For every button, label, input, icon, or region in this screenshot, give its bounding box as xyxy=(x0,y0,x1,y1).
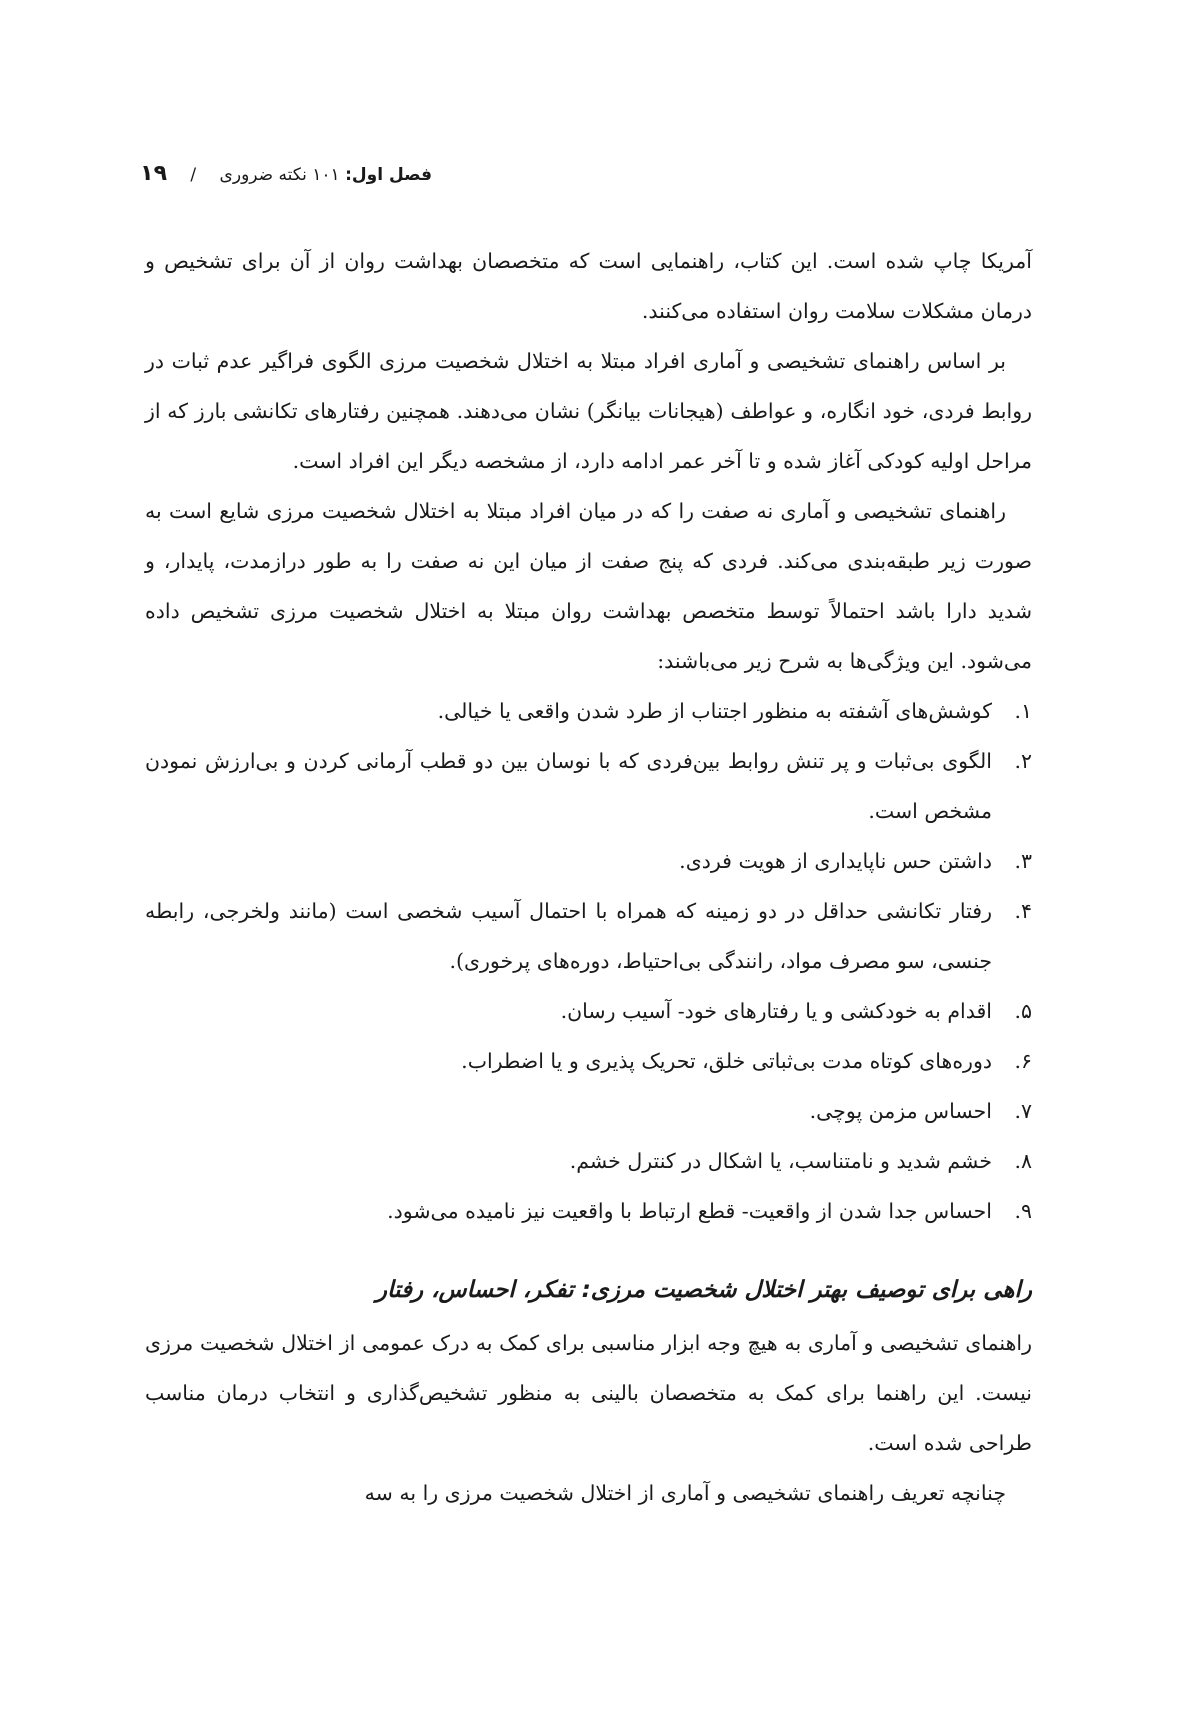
body-text xyxy=(145,236,1032,1518)
list-item xyxy=(145,736,1032,836)
list-number: ۴. xyxy=(1014,899,1032,923)
section-paragraph-1: راهنمای تشخیصی و آماری به هیچ وجه ابزار مناسبی برای کمک به درک عمومی از اختلال شخصیت مرزی نیست. این راهنما برای کمک به متخصصان بالینی به منظور تشخیص‌گذاری و انتخاب درمان مناسب طراحی شده است. xyxy=(145,1331,1032,1455)
list-number: ۸. xyxy=(1014,1149,1032,1173)
list-number: ۱. xyxy=(1014,699,1032,723)
section-paragraph-2: چنانچه تعریف راهنمای تشخیصی و آماری از اختلال شخصیت مرزی را به سه xyxy=(364,1481,1006,1505)
list-item xyxy=(145,1136,1032,1186)
paragraph-1: آمریکا چاپ شده است. این کتاب، راهنمایی است که متخصصان بهداشت روان از آن برای تشخیص و درمان مشکلات سلامت روان استفاده می‌کنند. xyxy=(145,249,1032,323)
list-number: ۵. xyxy=(1014,999,1032,1023)
paragraph-3: راهنمای تشخیصی و آماری نه صفت را که در میان افراد مبتلا به اختلال شخصیت مرزی شایع است به صورت زیر طبقه‌بندی می‌کند. فردی که پنج صفت از میان این نه صفت را به طور درازمدت، پایدار، و شدید دارا باشد احتمالاً توسط متخصص بهداشت روان مبتلا به اختلال شخصیت مرزی تشخیص داده می‌شود. این ویژگی‌ها به شرح زیر می‌باشند: xyxy=(145,499,1032,673)
paragraph-2: بر اساس راهنمای تشخیصی و آماری افراد مبتلا به اختلال شخصیت مرزی الگوی فراگیر عدم ثبات در روابط فردی، خود انگاره، و عواطف (هیجانات بیانگر) نشان می‌دهند. همچنین رفتارهای تکانشی بارز که از مراحل اولیه کودکی آغاز شده و تا آخر عمر ادامه دارد، از مشخصه دیگر این افراد است. xyxy=(145,349,1032,473)
list-text: احساس مزمن پوچی. xyxy=(809,1099,992,1123)
running-head xyxy=(130,160,432,189)
list-text: رفتار تکانشی حداقل در دو زمینه که همراه با احتمال آسیب شخصی است (مانند ولخرجی، رابطه جنسی، سو مصرف مواد، رانندگی بی‌احتیاط، دوره‌های پرخوری). xyxy=(145,899,992,973)
list-text: داشتن حس ناپایداری از هویت فردی. xyxy=(679,849,992,873)
list-text: دوره‌های کوتاه مدت بی‌ثباتی خلق، تحریک پذیری و یا اضطراب. xyxy=(461,1049,992,1073)
page-number: ۱۹ xyxy=(140,161,167,186)
criteria-list xyxy=(145,686,1032,1236)
list-number: ۳. xyxy=(1014,849,1032,873)
list-item xyxy=(145,1086,1032,1136)
list-item xyxy=(145,1186,1032,1236)
list-text: خشم شدید و نامتناسب، یا اشکال در کنترل خشم. xyxy=(569,1149,992,1173)
list-number: ۹. xyxy=(1014,1199,1032,1223)
list-item xyxy=(145,886,1032,986)
list-item xyxy=(145,1036,1032,1086)
list-text: کوشش‌های آشفته به منظور اجتناب از طرد شدن واقعی یا خیالی. xyxy=(437,699,992,723)
list-number: ۷. xyxy=(1014,1099,1032,1123)
list-text: اقدام به خودکشی و یا رفتارهای خود- آسیب رسان. xyxy=(560,999,992,1023)
chapter-label: فصل اول: xyxy=(345,165,432,185)
list-item xyxy=(145,686,1032,736)
header-separator: / xyxy=(190,165,197,185)
list-text: احساس جدا شدن از واقعیت- قطع ارتباط با واقعیت نیز نامیده می‌شود. xyxy=(387,1199,992,1223)
list-number: ۲. xyxy=(1014,749,1032,773)
list-number: ۶. xyxy=(1014,1049,1032,1073)
chapter-title: ۱۰۱ نکته ضروری xyxy=(219,165,340,185)
section-heading: راهی برای توصیف بهتر اختلال شخصیت مرزی: تفکر، احساس، رفتار xyxy=(375,1277,1032,1303)
list-item xyxy=(145,986,1032,1036)
list-item xyxy=(145,836,1032,886)
list-text: الگوی بی‌ثبات و پر تنش روابط بین‌فردی که با نوسان بین دو قطب آرمانی کردن و بی‌ارزش نمودن مشخص است. xyxy=(145,749,992,823)
